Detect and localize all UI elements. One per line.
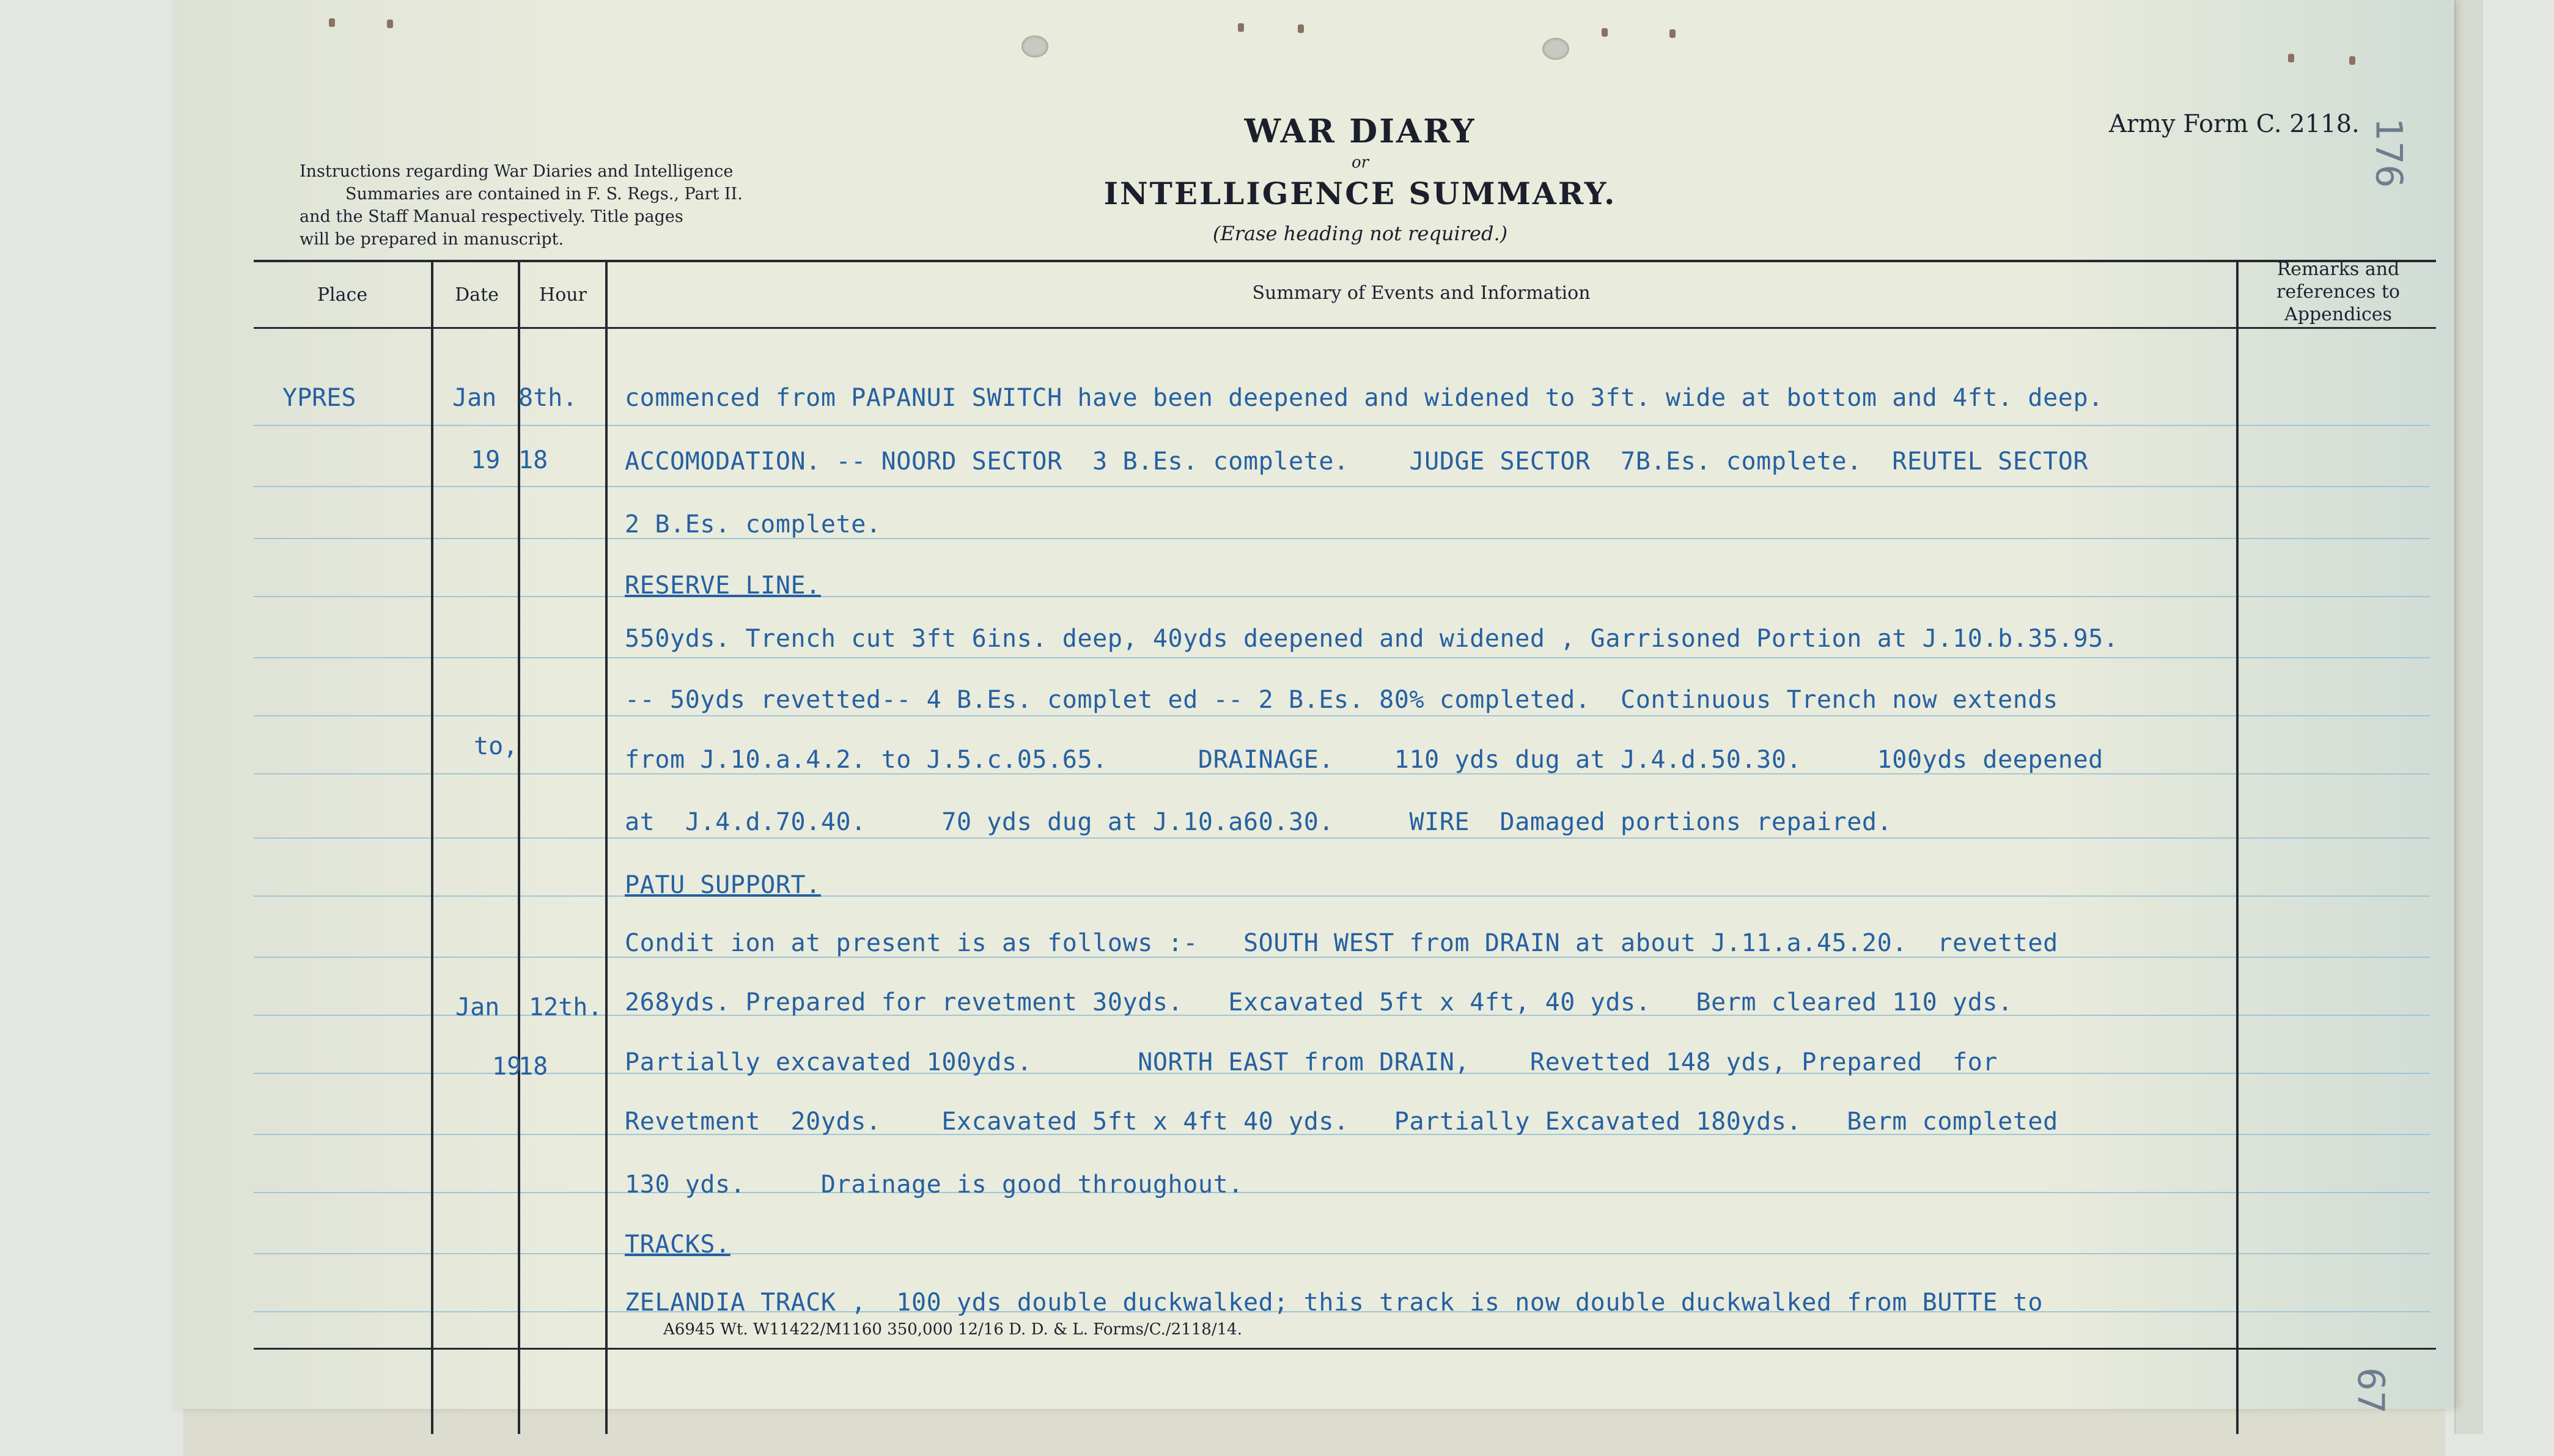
- instructions-line: Summaries are contained in F. S. Regs., Part II.: [345, 185, 743, 204]
- pin-mark: [2288, 54, 2294, 62]
- summary-line: 550yds. Trench cut 3ft 6ins. deep, 40yds deepened and widened , Garrisoned Portion at J.10.b.35.95.: [625, 625, 2119, 653]
- hour-entry: 18: [518, 1053, 548, 1081]
- army-form-number: Army Form C. 2118.: [2109, 110, 2360, 138]
- rule-line: [254, 596, 2430, 597]
- column-divider: [2236, 260, 2239, 1434]
- rule-line: [254, 715, 2430, 716]
- column-divider: [518, 260, 520, 1434]
- rule-line: [254, 538, 2430, 539]
- summary-line: -- 50yds revetted-- 4 B.Es. complet ed -- 2 B.Es. 80% completed. Continuous Trench now extends: [625, 686, 2058, 714]
- summary-line: Partially excavated 100yds. NORTH EAST from DRAIN, Revetted 148 yds, Prepared for: [625, 1048, 1998, 1076]
- date-entry: Jan: [452, 384, 497, 412]
- place-entry: YPRES: [282, 384, 356, 412]
- rule-line: [254, 657, 2430, 658]
- erase-note: (Erase heading not required.): [1212, 222, 1508, 245]
- instructions-note: [300, 160, 813, 251]
- date-entry: 19: [492, 1053, 522, 1081]
- column-header-place: Place: [317, 284, 368, 306]
- date-entry: Jan: [455, 993, 500, 1021]
- instructions-line: will be prepared in manuscript.: [300, 230, 564, 249]
- date-entry: 19: [471, 446, 501, 474]
- pin-mark: [387, 20, 393, 28]
- instructions-line: and the Staff Manual respectively. Title pages: [300, 207, 683, 226]
- column-header-hour: Hour: [539, 284, 587, 306]
- pencil-folio-number-bottom: 67: [2349, 1367, 2393, 1414]
- summary-line: 130 yds. Drainage is good throughout.: [625, 1171, 1243, 1199]
- section-heading-tracks: TRACKS.: [625, 1230, 731, 1259]
- section-heading-reserve-line: RESERVE LINE.: [625, 572, 821, 600]
- pencil-folio-number: 176: [2367, 117, 2410, 188]
- rule-line: [254, 425, 2430, 426]
- printer-imprint: A6945 Wt. W11422/M1160 350,000 12/16 D. D. & L. Forms/C./2118/14.: [663, 1320, 1242, 1339]
- table-top-rule: [254, 260, 2436, 262]
- header-bottom-rule: [254, 327, 2436, 329]
- hour-entry: 12th.: [529, 993, 603, 1021]
- summary-line: from J.10.a.4.2. to J.5.c.05.65. DRAINAGE. 110 yds dug at J.4.d.50.30. 100yds deepened: [625, 746, 2103, 774]
- summary-line: Revetment 20yds. Excavated 5ft x 4ft 40 yds. Partially Excavated 180yds. Berm completed: [625, 1108, 2058, 1136]
- column-divider: [431, 260, 433, 1434]
- pin-mark: [1238, 23, 1244, 32]
- summary-line: 2 B.Es. complete.: [625, 510, 881, 539]
- pin-mark: [1669, 29, 1676, 38]
- hour-entry: 18: [518, 446, 548, 474]
- form-title: [1009, 107, 1712, 249]
- summary-line: Condit ion at present is as follows :- SOUTH WEST from DRAIN at about J.11.a.45.20. revetted: [625, 929, 2058, 957]
- instructions-line: Instructions regarding War Diaries and Intelligence: [300, 162, 734, 181]
- rule-line: [254, 1253, 2430, 1254]
- title-intelligence-summary: INTELLIGENCE SUMMARY.: [1103, 175, 1617, 211]
- title-or: or: [1351, 153, 1369, 172]
- column-header-summary: Summary of Events and Information: [1252, 282, 1591, 304]
- rule-line: [254, 1192, 2430, 1193]
- summary-line: commenced from PAPANUI SWITCH have been deepened and widened to 3ft. wide at bottom and 4ft. deep.: [625, 384, 2103, 412]
- rule-line: [254, 486, 2430, 487]
- column-divider: [605, 260, 608, 1434]
- section-heading-patu-support: PATU SUPPORT.: [625, 871, 821, 899]
- title-war-diary: WAR DIARY: [1244, 112, 1476, 150]
- rule-line: [254, 837, 2430, 839]
- summary-line: ACCOMODATION. -- NOORD SECTOR 3 B.Es. complete. JUDGE SECTOR 7B.Es. complete. REUTEL SECTOR: [625, 447, 2089, 476]
- rule-line: [254, 895, 2430, 897]
- punch-hole: [1021, 35, 1048, 57]
- pin-mark: [1298, 24, 1304, 33]
- column-header-date: Date: [455, 284, 499, 306]
- table-bottom-rule: [254, 1348, 2436, 1350]
- summary-line: at J.4.d.70.40. 70 yds dug at J.10.a60.30. WIRE Damaged portions repaired.: [625, 808, 1893, 836]
- summary-line: ZELANDIA TRACK , 100 yds double duckwalked; this track is now double duckwalked from BUTTE to: [625, 1289, 2044, 1317]
- punch-hole: [1542, 38, 1569, 60]
- column-header-remarks: Remarks and references to Appendices: [2276, 259, 2400, 325]
- hour-entry: 8th.: [518, 384, 578, 412]
- page-edge: [2454, 0, 2483, 1434]
- date-range-to: to,: [474, 732, 518, 760]
- pin-mark: [2349, 56, 2355, 65]
- pin-mark: [329, 18, 335, 27]
- summary-line: 268yds. Prepared for revetment 30yds. Excavated 5ft x 4ft, 40 yds. Berm cleared 110 yds.: [625, 988, 2013, 1017]
- pin-mark: [1602, 28, 1608, 37]
